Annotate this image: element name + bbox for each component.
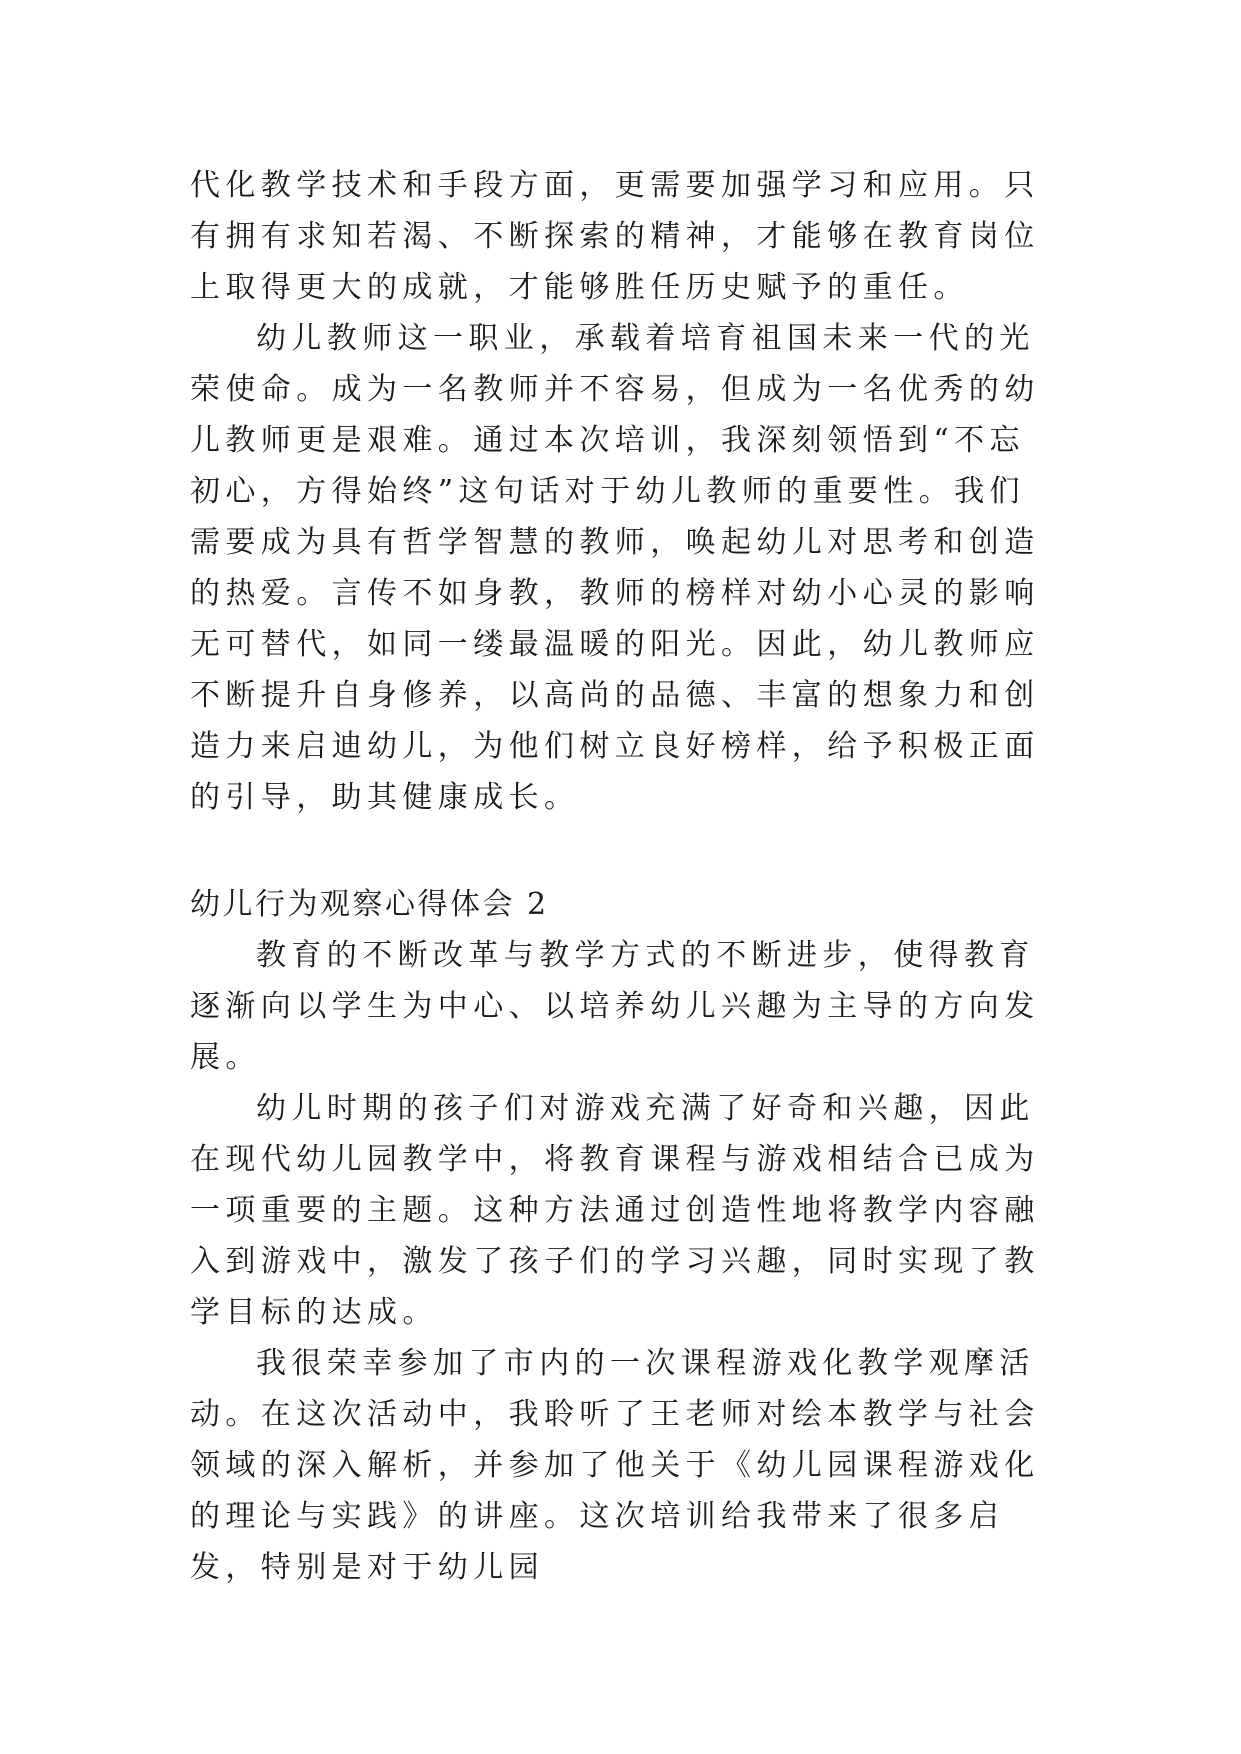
paragraph-observation-activity: 我很荣幸参加了市内的一次课程游戏化教学观摩活动。在这次活动中，我聆听了王老师对绘本教学与社会领域的深入解析，并参加了他关于《幼儿园课程游戏化的理论与实践》的讲座。这次培训给我带来了很多启发，特别是对于幼儿园	[190, 1346, 1040, 1585]
paragraph-continuation: 代化教学技术和手段方面，更需要加强学习和应用。只有拥有求知若渴、不断探索的精神，才能够在教育岗位上取得更大的成就，才能够胜任历史赋予的重任。	[190, 168, 1040, 305]
paragraph-games-in-teaching: 幼儿时期的孩子们对游戏充满了好奇和兴趣，因此在现代幼儿园教学中，将教育课程与游戏相结合已成为一项重要的主题。这种方法通过创造性地将教学内容融入到游戏中，激发了孩子们的学习兴趣，同时实现了教学目标的达成。	[190, 1091, 1040, 1330]
document-body	[190, 160, 1060, 1593]
section-heading: 幼儿行为观察心得体会 2	[190, 887, 549, 922]
paragraph-teacher-mission: 幼儿教师这一职业，承载着培育祖国未来一代的光荣使命。成为一名教师并不容易，但成为一名优秀的幼儿教师更是艰难。通过本次培训，我深刻领悟到“不忘初心，方得始终”这句话对于幼儿教师的重要性。我们需要成为具有哲学智慧的教师，唤起幼儿对思考和创造的热爱。言传不如身教，教师的榜样对幼小心灵的影响无可替代，如同一缕最温暖的阳光。因此，幼儿教师应不断提升自身修养，以高尚的品德、丰富的想象力和创造力来启迪幼儿，为他们树立良好榜样，给予积极正面的引导，助其健康成长。	[190, 321, 1040, 815]
paragraph-education-reform: 教育的不断改革与教学方式的不断进步，使得教育逐渐向以学生为中心、以培养幼儿兴趣为主导的方向发展。	[190, 938, 1040, 1075]
